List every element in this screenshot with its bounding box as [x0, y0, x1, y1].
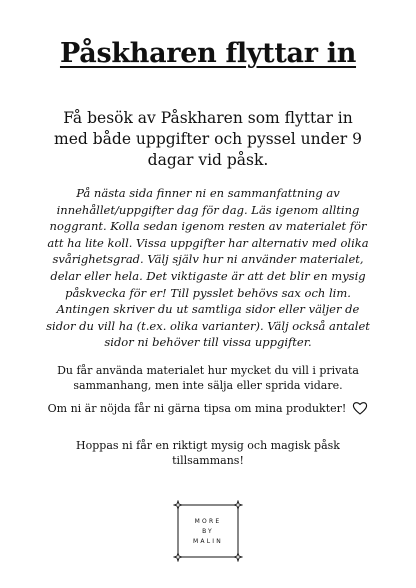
- logo-line-1: MORE: [194, 518, 222, 525]
- recommend-line: [40, 400, 376, 416]
- heart-icon: [352, 400, 368, 416]
- intro-text: Få besök av Påskharen som flyttar in med både uppgifter och pyssel under 9 dagar vid påsk.: [54, 109, 362, 169]
- logo-line-2: BY: [202, 528, 214, 535]
- logo-text: [173, 517, 243, 547]
- logo-line-3: MALIN: [193, 538, 223, 545]
- page-title: Påskharen flyttar in: [59, 38, 357, 69]
- description-text: På nästa sida finner ni en sammanfattning av innehållet/uppgifter dag för dag. Läs igenom allting noggrant. Kolla sedan igenom resten av materialet för att ha lite koll. Vissa uppgifter har alternativ med olika svårighetsgrad. Välj själv hur ni använder materialet, delar eller hela. Det viktigaste är att det blir en mysig påskvecka för er! Till pysslet behövs sax och lim. Antingen skriver du ut samtliga sidor eller väljer de sidor du vill ha (t.ex. olika varianter). Välj också antalet sidor ni behöver till vissa uppgifter.: [46, 186, 370, 350]
- recommend-text: Om ni är nöjda får ni gärna tipsa om mina produkter!: [47, 401, 347, 415]
- usage-rights-text: Du får använda materialet hur mycket du vill i privata sammanhang, men inte sälja eller sprida vidare.: [57, 364, 359, 392]
- closing-text: Hoppas ni får en riktigt mysig och magisk påsk tillsammans!: [76, 439, 340, 467]
- brand-logo: [173, 500, 243, 562]
